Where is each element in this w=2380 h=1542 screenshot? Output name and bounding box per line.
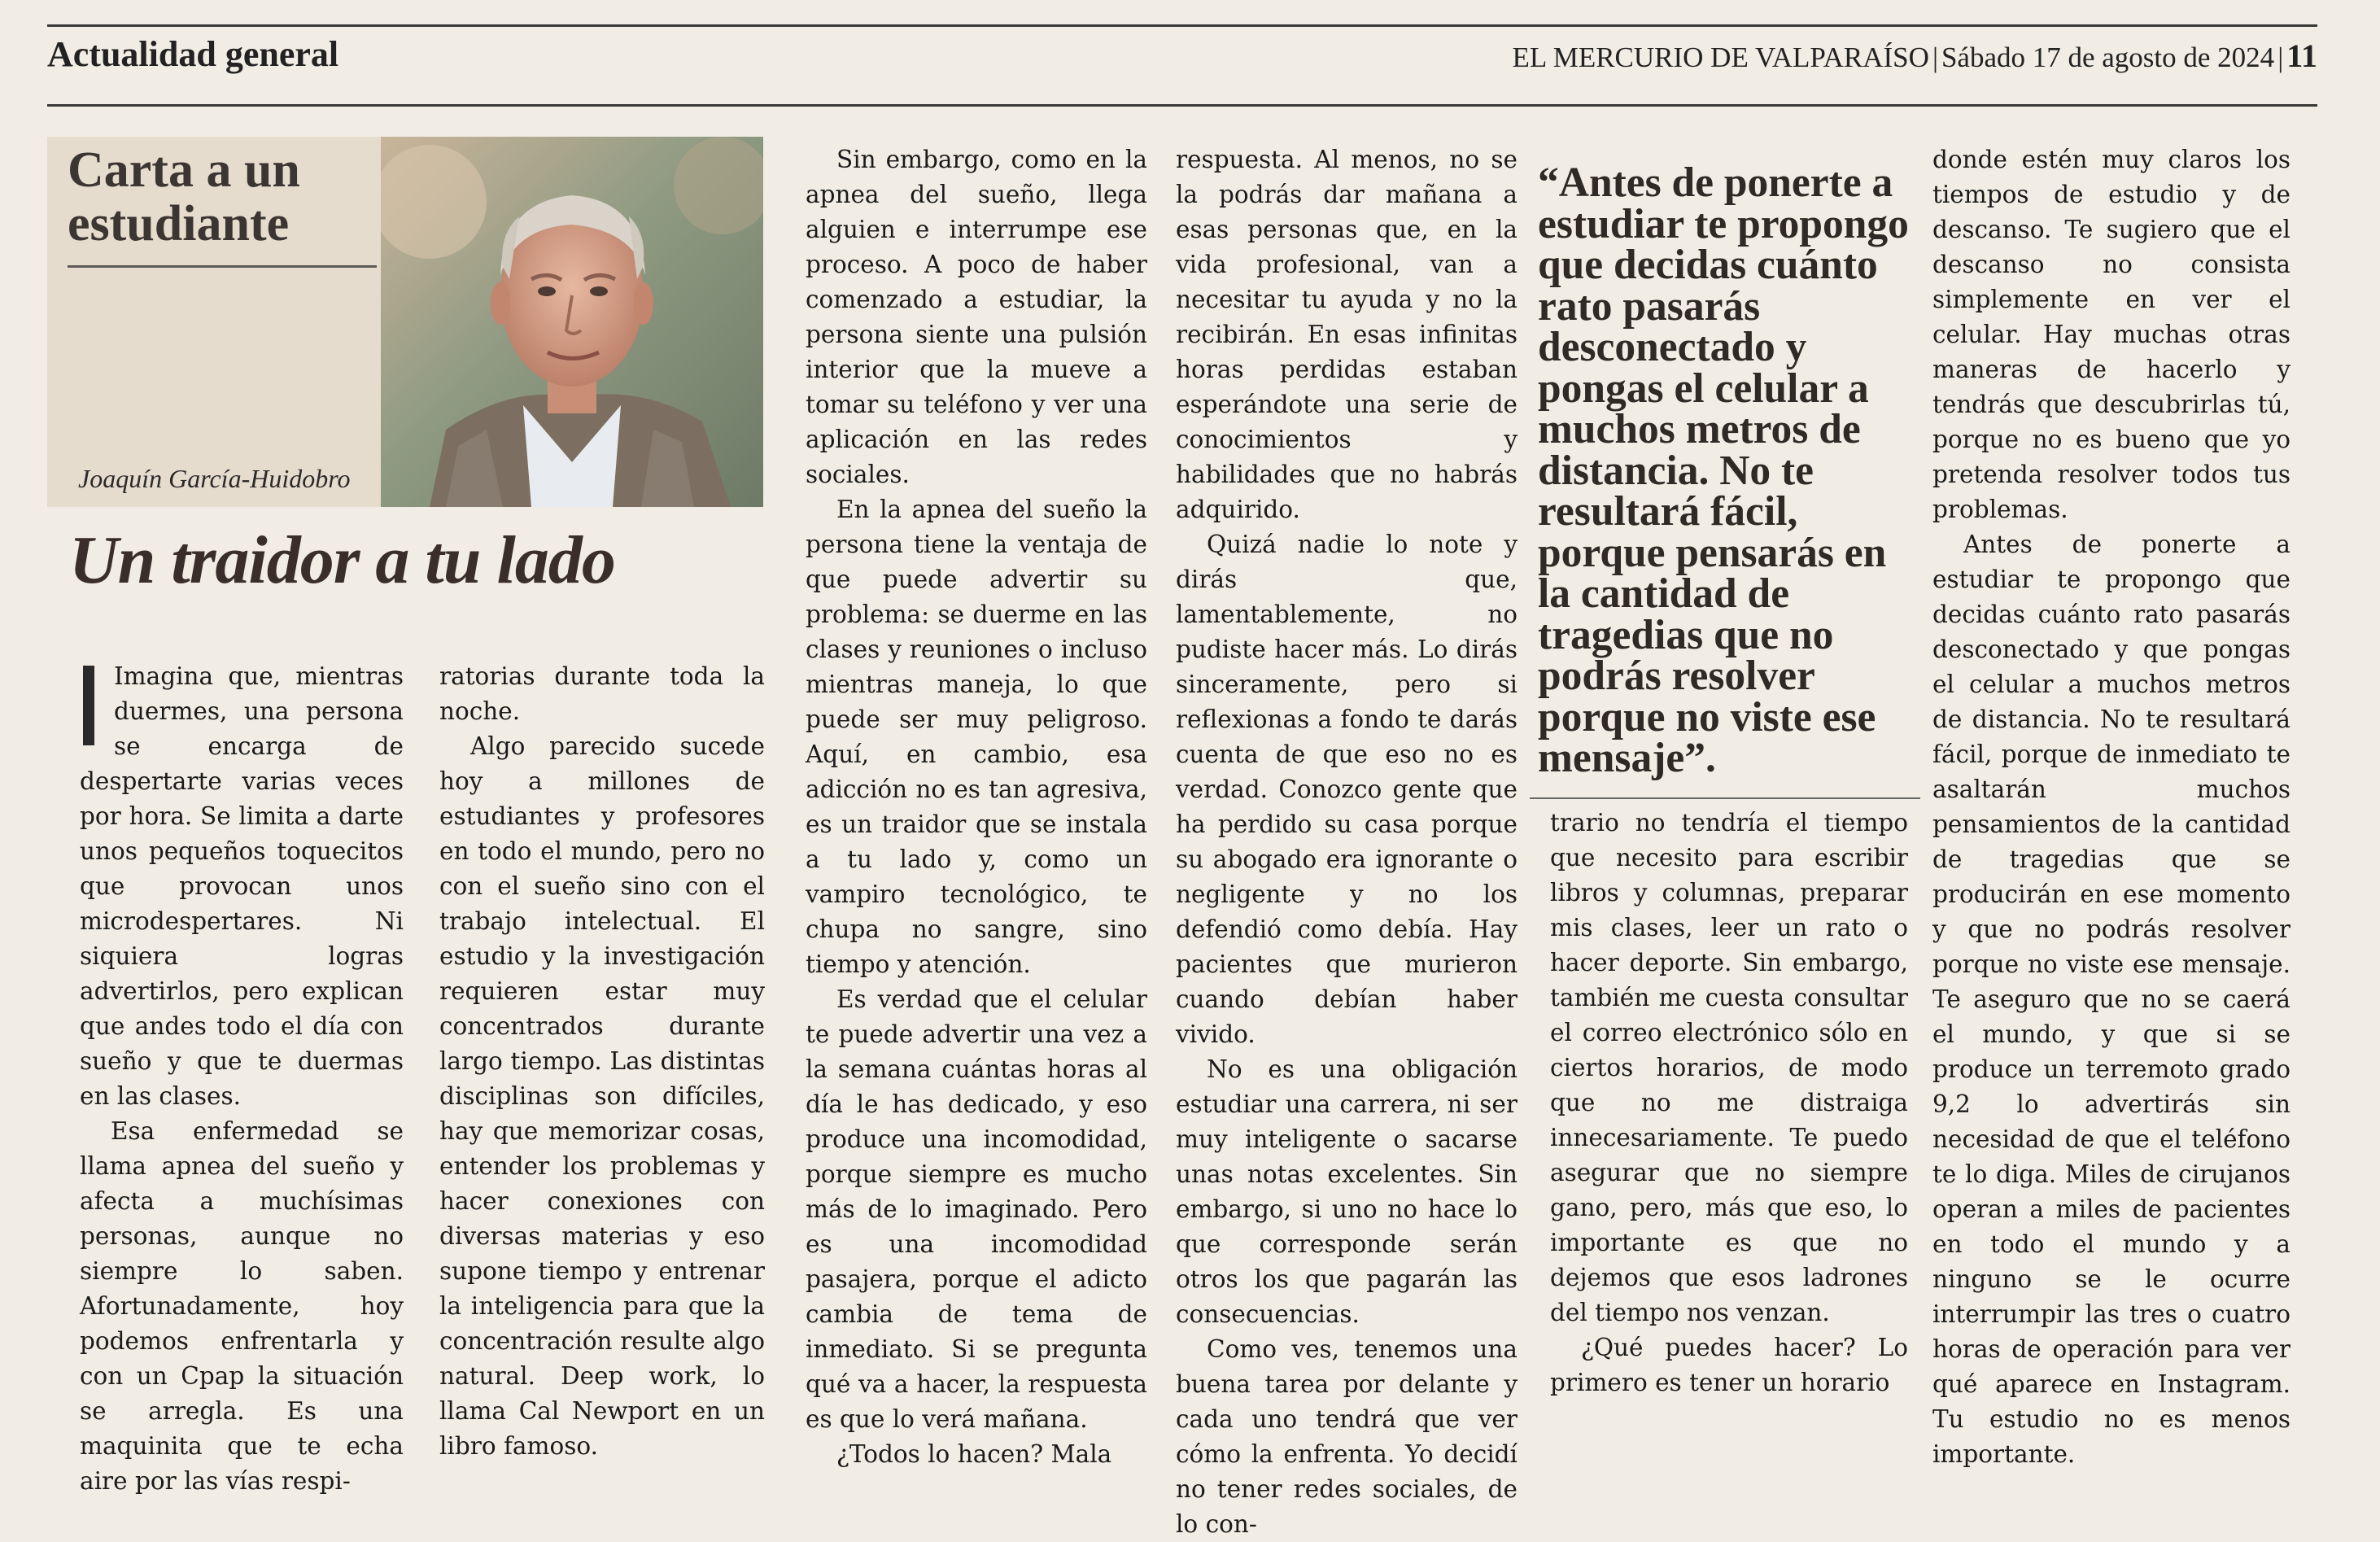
paragraph: No es una obligación estudiar una carrera, ni ser muy inteligente o sacarse unas notas excelentes. Sin embargo, si uno no hace lo que corresponde serán otros los que pagarán las consecuencias. [1176, 1055, 1518, 1328]
paragraph: Imagina que, mientras duermes, una persona se encarga de despertarte varias veces por hora. Se limita a darte unos pequeños toquecitos que provocan unos microdespertares. Ni siquiera logras advertirlos, pero explican que andes todo el día con sueño y que te duermas en las clases. [80, 662, 404, 1110]
pull-quote-rule [1530, 797, 1920, 799]
author-portrait-image [381, 137, 763, 507]
section-label: Actualidad general [47, 34, 339, 74]
paragraph: Es verdad que el celular te puede advertir una vez a la semana cuántas horas al día le has dedicado, y eso produce una incomodidad, porque siempre es mucho más de lo imaginado. Pero es una incomodidad pasajera, porque el adicto cambia de tema de inmediato. Si se pregunta qué va a hacer, la respuesta es que lo verá mañana. [806, 985, 1147, 1433]
column-box [47, 137, 763, 507]
article-column-2 [439, 659, 765, 1464]
paragraph: donde estén muy claros los tiempos de estudio y de descanso. Te sugiero que el descanso no consista simplemente en ver el celular. Hay muchas otras maneras de hacerlo y tendrás que descubrirlas tú, porque no es bueno que yo pretenda resolver todos tus problemas. [1932, 146, 2290, 523]
separator: | [1932, 41, 1938, 73]
paragraph: Esa enfermedad se llama apnea del sueño y afecta a muchísimas personas, aunque no siempre lo saben. Afortunadamente, hoy podemos enfrentarla y con un Cpap la situación se arregla. Es una maquinita que te echa aire por las vías respi- [80, 1117, 404, 1495]
page-header [47, 24, 2317, 107]
author-name: Joaquín García-Huidobro [78, 464, 351, 493]
paragraph: respuesta. Al menos, no se la podrás dar mañana a esas personas que, en la vida profesional, van a necesitar tu ayuda y no la recibirán. En esas infinitas horas perdidas estaban esperándote una serie de conocimientos y habilidades que no habrás adquirido. [1176, 146, 1518, 523]
paragraph: Quizá nadie lo note y dirás que, lamentablemente, no pudiste hacer más. Lo dirás sinceramente, pero si reflexionas a fondo te darás cuenta de que eso no es verdad. Conozco gente que ha perdido su casa porque su abogado era ignorante o negligente y no los defendió como debía. Hay pacientes que murieron cuando debían haber vivido. [1176, 531, 1518, 1048]
article-column-6 [1932, 142, 2290, 1472]
article-column-3 [806, 142, 1147, 1472]
paragraph: Antes de ponerte a estudiar te propongo que decidas cuánto rato pasarás desconectado y que pongas el celular a muchos metros de distancia. No te resultará fácil, porque de inmediato te asaltarán muchos pensamientos de la cantidad de tragedias que se producirán en ese momento y que no podrás resolver porque no viste ese mensaje. Te aseguro que no se caerá el mundo, y que si se produce un terremoto grado 9,2 lo advertirás sin necesidad de que el teléfono te lo diga. Miles de cirujanos operan a miles de pacientes en todo el mundo y a ninguno se le ocurre interrumpir las tres o cuatro horas de operación para ver qué aparece en Instagram. Tu estudio no es menos importante. [1932, 531, 2290, 1468]
issue-date: Sábado 17 de agosto de 2024 [1941, 41, 2275, 73]
paragraph: Como ves, tenemos una buena tarea por delante y cada uno tendrá que ver cómo la enfrenta. Yo decidí no tener redes sociales, de lo con- [1176, 1335, 1518, 1538]
column-title: Carta a un estudiante [68, 142, 300, 251]
drop-cap-bar [83, 666, 94, 745]
paragraph: trario no tendría el tiempo que necesito para escribir libros y columnas, preparar mis clases, leer un rato o hacer deporte. Sin embargo, también me cuesta consultar el correo electrónico sólo en ciertos horarios, de modo que no me distraiga innecesariamente. Te puedo asegurar que no siempre gano, pero, más que eso, lo importante es que no dejemos que esos ladrones del tiempo nos venzan. [1550, 809, 1908, 1326]
article-column-4 [1176, 142, 1518, 1542]
author-photo [381, 137, 763, 507]
paragraph: ¿Todos lo hacen? Mala [836, 1440, 1112, 1468]
article-column-5 [1550, 806, 1908, 1400]
masthead [1512, 37, 2317, 75]
newspaper-name: EL MERCURIO DE VALPARAÍSO [1512, 41, 1929, 73]
pull-quote: “Antes de ponerte a estudiar te propongo que decidas cuánto rato pasarás desconectado y pongas el celular a muchos metros de distancia. No te resultará fácil, porque pensarás en la cantidad de tragedias que no podrás resolver porque no viste ese mensaje”. [1538, 159, 1909, 781]
paragraph: Algo parecido sucede hoy a millones de estudiantes y profesores en todo el mundo, pero no con el sueño sino con el trabajo intelectual. El estudio y la investigación requieren estar muy concentrados durante largo tiempo. Las distintas disciplinas son difíciles, hay que memorizar cosas, entender los problemas y hacer conexiones con diversas materias y eso supone tiempo y entrenar la inteligencia para que la concentración resulte algo natural. Deep work, lo llama Cal Newport en un libro famoso. [439, 732, 765, 1460]
headline: Un traidor a tu lado [69, 522, 615, 598]
paragraph: ¿Qué puedes hacer? Lo primero es tener un horario [1550, 1334, 1908, 1396]
paragraph: En la apnea del sueño la persona tiene la ventaja de que puede advertir su problema: se duerme en las clases y reuniones o incluso mientras maneja, lo que puede ser muy peligroso. Aquí, en cambio, esa adicción no es tan agresiva, es un traidor que se instala a tu lado y, como un vampiro tecnológico, te chupa no sangre, sino tiempo y atención. [806, 496, 1147, 978]
separator: | [2277, 41, 2284, 73]
paragraph: Sin embargo, como en la apnea del sueño, llega alguien e interrumpe ese proceso. A poco de haber comenzado a estudiar, la persona siente una pulsión interior que la mueve a tomar su teléfono y ver una aplicación en las redes sociales. [806, 146, 1147, 488]
article-column-1 [80, 659, 404, 1499]
paragraph: ratorias durante toda la noche. [439, 662, 765, 725]
page-number: 11 [2286, 37, 2317, 74]
title-rule [68, 265, 377, 268]
